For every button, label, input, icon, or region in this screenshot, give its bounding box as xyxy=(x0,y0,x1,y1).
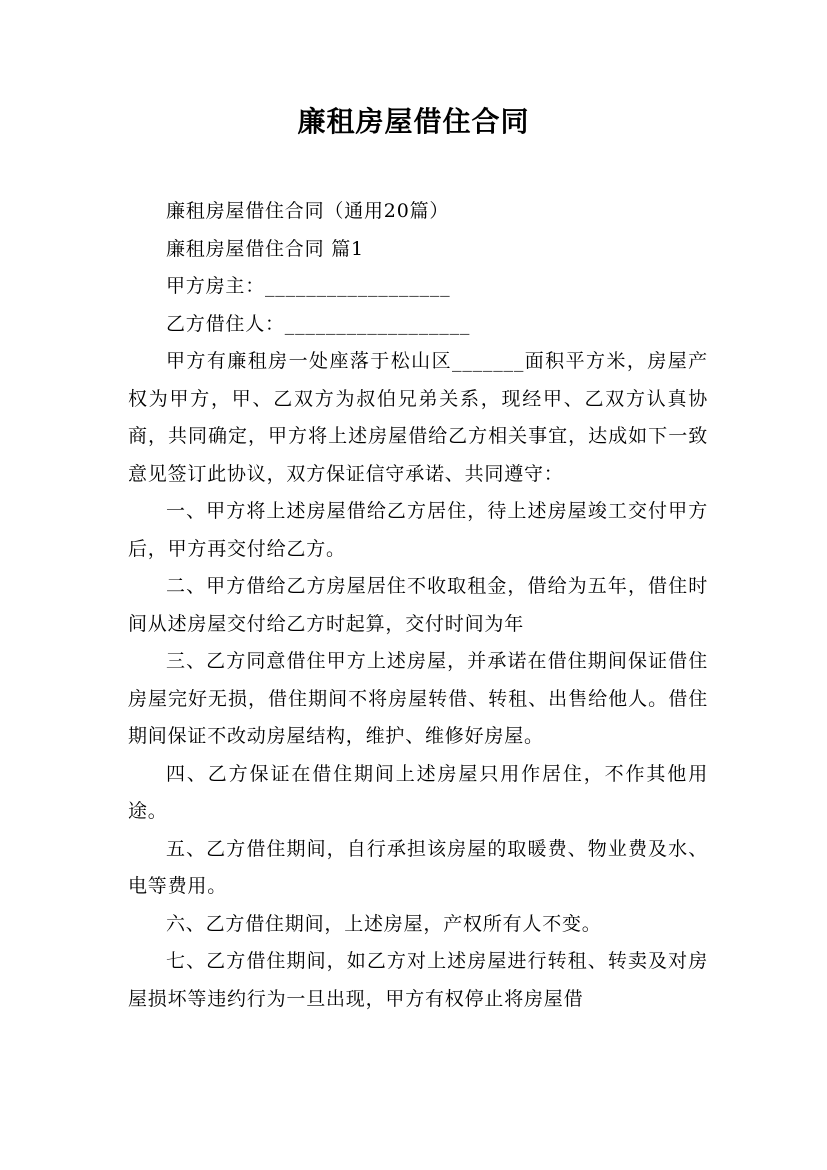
paragraph-subtitle: 廉租房屋借住合同（通用20篇） xyxy=(166,200,450,222)
paragraph-clause-2: 二、甲方借给乙方房屋居住不收取租金，借给为五年，借住时间从述房屋交付给乙方时起算，交付时间为年 xyxy=(128,575,708,635)
paragraph-clause-5: 五、乙方借住期间，自行承担该房屋的取暖费、物业费及水、电等费用。 xyxy=(128,837,708,897)
paragraph-heading-article-1: 廉租房屋借住合同 篇1 xyxy=(166,237,364,260)
paragraph-clause-6: 六、乙方借住期间，上述房屋，产权所有人不变。 xyxy=(166,912,602,935)
paragraph-party-b: 乙方借住人：__________________ xyxy=(166,312,471,335)
document-body xyxy=(128,193,708,1018)
paragraph-preamble: 甲方有廉租房一处座落于松山区_______面积平方米，房屋产权为甲方，甲、乙双方为叔伯兄弟关系，现经甲、乙双方认真协商，共同确定，甲方将上述房屋借给乙方相关事宜，达成如下一致意见签订此协议，双方保证信守承诺、共同遵守： xyxy=(128,350,708,485)
paragraph-party-a: 甲方房主：__________________ xyxy=(166,275,451,297)
paragraph-clause-7: 七、乙方借住期间，如乙方对上述房屋进行转租、转卖及对房屋损坏等违约行为一旦出现，甲方有权停止将房屋借 xyxy=(128,950,708,1010)
paragraph-clause-1: 一、甲方将上述房屋借给乙方居住，待上述房屋竣工交付甲方后，甲方再交付给乙方。 xyxy=(128,500,708,560)
document-title: 廉租房屋借住合同 xyxy=(297,105,530,138)
paragraph-clause-3: 三、乙方同意借住甲方上述房屋，并承诺在借住期间保证借住房屋完好无损，借住期间不将房屋转借、转租、出售给他人。借住期间保证不改动房屋结构，维护、维修好房屋。 xyxy=(128,650,708,747)
paragraph-clause-4: 四、乙方保证在借住期间上述房屋只用作居住，不作其他用途。 xyxy=(128,762,708,822)
